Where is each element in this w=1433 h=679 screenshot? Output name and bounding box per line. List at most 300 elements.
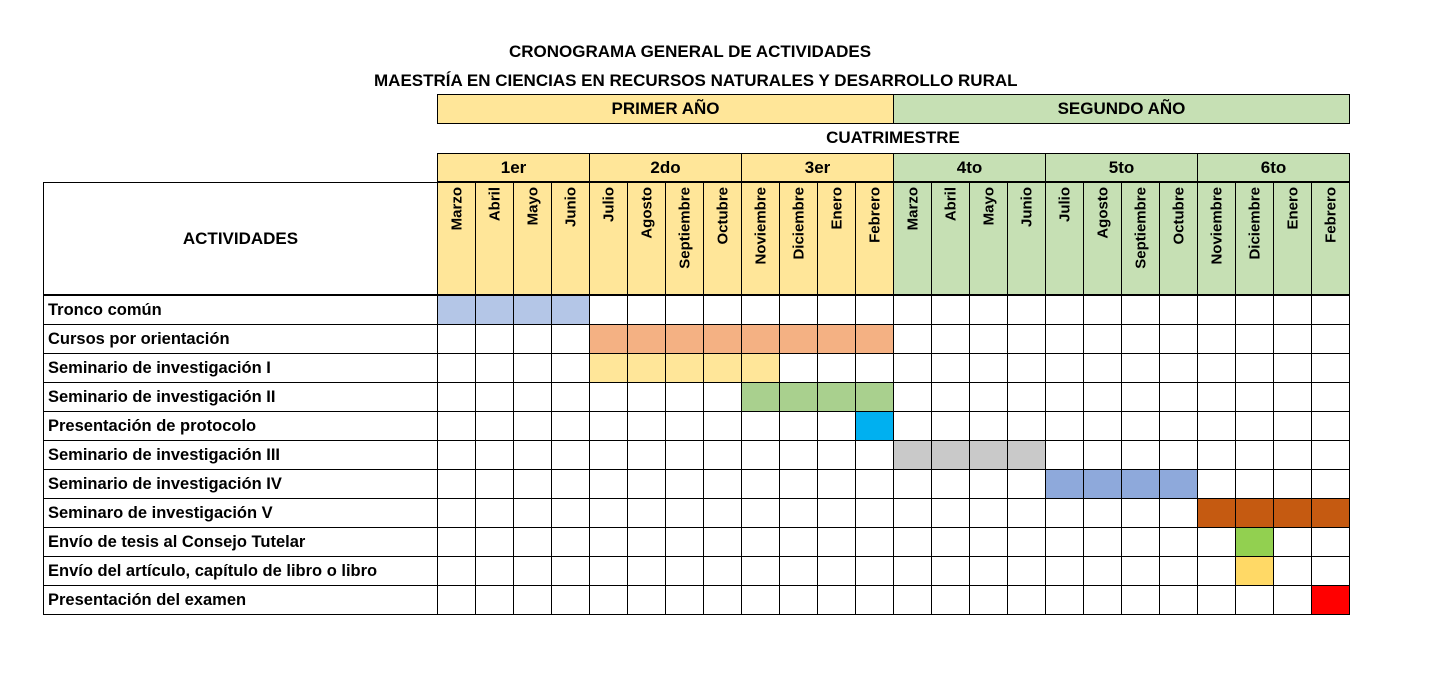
activity-label: Presentación de protocolo [43,411,438,441]
schedule-cell [513,382,552,412]
schedule-cell [1159,353,1198,383]
schedule-cell [551,324,590,354]
month-header [703,182,742,295]
activity-label: Presentación del examen [43,585,438,615]
schedule-cell [475,585,514,615]
schedule-cell [1311,440,1350,470]
schedule-cell [437,556,476,586]
schedule-bar-cell [855,411,894,441]
schedule-cell [1045,527,1084,557]
schedule-cell [931,295,970,325]
schedule-cell [1235,585,1274,615]
term-header: 4to [893,153,1046,182]
month-header [1273,182,1312,295]
month-label: Agosto [1094,187,1111,239]
month-header [589,182,628,295]
year-header: PRIMER AÑO [437,94,894,124]
schedule-cell [665,469,704,499]
schedule-bar-cell [665,353,704,383]
schedule-cell [437,469,476,499]
month-label: Noviembre [1208,187,1225,265]
schedule-cell [817,498,856,528]
month-header [475,182,514,295]
schedule-cell [1121,411,1160,441]
schedule-cell [551,585,590,615]
schedule-cell [969,556,1008,586]
schedule-cell [931,498,970,528]
month-label: Septiembre [676,187,693,269]
schedule-bar-cell [779,324,818,354]
schedule-cell [1273,556,1312,586]
activity-label: Envío del artículo, capítulo de libro o libro [43,556,438,586]
month-header [437,182,476,295]
schedule-cell [513,498,552,528]
schedule-bar-cell [1083,469,1122,499]
schedule-bar-cell [475,295,514,325]
schedule-cell [1007,411,1046,441]
month-label: Agosto [638,187,655,239]
month-label: Mayo [524,187,541,226]
schedule-bar-cell [855,324,894,354]
schedule-cell [817,469,856,499]
schedule-cell [1311,527,1350,557]
schedule-cell [1235,411,1274,441]
schedule-cell [437,527,476,557]
schedule-cell [589,585,628,615]
schedule-cell [1007,295,1046,325]
schedule-cell [551,382,590,412]
schedule-cell [893,353,932,383]
schedule-cell [1197,556,1236,586]
schedule-cell [551,498,590,528]
schedule-cell [703,527,742,557]
schedule-cell [817,411,856,441]
schedule-cell [1197,382,1236,412]
schedule-bar-cell [1197,498,1236,528]
activity-label: Tronco común [43,295,438,325]
schedule-cell [1121,498,1160,528]
month-header [969,182,1008,295]
month-label: Noviembre [752,187,769,265]
month-label: Mayo [980,187,997,226]
schedule-cell [855,585,894,615]
term-header: 5to [1045,153,1198,182]
schedule-cell [1197,527,1236,557]
schedule-cell [551,440,590,470]
schedule-cell [665,556,704,586]
schedule-bar-cell [1045,469,1084,499]
schedule-cell [1159,440,1198,470]
month-header [1311,182,1350,295]
schedule-cell [475,324,514,354]
schedule-cell [437,324,476,354]
schedule-cell [1083,382,1122,412]
month-label: Marzo [904,187,921,231]
schedule-cell [1083,556,1122,586]
schedule-cell [779,469,818,499]
schedule-cell [1235,353,1274,383]
schedule-cell [665,527,704,557]
schedule-cell [1083,527,1122,557]
schedule-cell [931,556,970,586]
schedule-cell [1159,295,1198,325]
schedule-cell [475,556,514,586]
schedule-cell [1083,324,1122,354]
month-header [779,182,818,295]
schedule-cell [627,411,666,441]
schedule-cell [551,527,590,557]
schedule-cell [475,382,514,412]
schedule-cell [1045,324,1084,354]
month-label: Julio [1056,187,1073,223]
schedule-cell [741,440,780,470]
schedule-cell [627,440,666,470]
schedule-cell [893,556,932,586]
month-label: Junio [562,187,579,227]
schedule-cell [1311,382,1350,412]
schedule-cell [627,585,666,615]
month-label: Julio [600,187,617,223]
schedule-cell [475,353,514,383]
schedule-cell [627,295,666,325]
month-label: Enero [1284,187,1301,230]
schedule-cell [437,353,476,383]
schedule-cell [893,324,932,354]
schedule-cell [817,295,856,325]
month-header [1197,182,1236,295]
activity-label: Seminaro de investigación V [43,498,438,528]
schedule-bar-cell [1273,498,1312,528]
schedule-cell [1083,411,1122,441]
month-header [931,182,970,295]
schedule-cell [1197,411,1236,441]
schedule-cell [741,556,780,586]
schedule-cell [1121,324,1160,354]
schedule-cell [1197,440,1236,470]
schedule-cell [1273,469,1312,499]
month-header [1007,182,1046,295]
schedule-cell [1007,585,1046,615]
month-header [893,182,932,295]
schedule-cell [969,382,1008,412]
schedule-cell [1045,382,1084,412]
schedule-cell [741,585,780,615]
program-title: MAESTRÍA EN CIENCIAS EN RECURSOS NATURALES Y DESARROLLO RURAL [374,71,1018,90]
schedule-cell [1121,527,1160,557]
schedule-cell [589,411,628,441]
schedule-cell [969,353,1008,383]
schedule-cell [1273,411,1312,441]
schedule-cell [475,440,514,470]
schedule-bar-cell [855,382,894,412]
schedule-bar-cell [741,324,780,354]
schedule-cell [665,498,704,528]
schedule-cell [1197,585,1236,615]
schedule-cell [627,527,666,557]
month-label: Octubre [1170,187,1187,245]
schedule-cell [779,353,818,383]
schedule-bar-cell [589,353,628,383]
schedule-cell [1197,353,1236,383]
schedule-cell [1045,353,1084,383]
schedule-cell [1007,556,1046,586]
schedule-cell [1311,411,1350,441]
schedule-cell [969,498,1008,528]
schedule-bar-cell [665,324,704,354]
term-header: 2do [589,153,742,182]
schedule-cell [1197,324,1236,354]
schedule-bar-cell [703,353,742,383]
schedule-cell [741,295,780,325]
schedule-cell [437,585,476,615]
month-header [627,182,666,295]
schedule-cell [703,382,742,412]
month-header [513,182,552,295]
schedule-cell [1121,295,1160,325]
schedule-cell [627,382,666,412]
schedule-cell [437,411,476,441]
month-label: Abril [942,187,959,222]
month-label: Octubre [714,187,731,245]
schedule-cell [703,556,742,586]
schedule-cell [1045,411,1084,441]
schedule-cell [1273,353,1312,383]
activity-label: Seminario de investigación II [43,382,438,412]
schedule-bar-cell [741,353,780,383]
schedule-cell [665,295,704,325]
schedule-bar-cell [627,353,666,383]
schedule-cell [475,411,514,441]
schedule-cell [741,527,780,557]
schedule-cell [703,498,742,528]
schedule-cell [741,469,780,499]
schedule-cell [1273,527,1312,557]
schedule-cell [589,469,628,499]
schedule-cell [1273,295,1312,325]
schedule-cell [1083,295,1122,325]
schedule-bar-cell [1235,556,1274,586]
schedule-cell [893,585,932,615]
schedule-cell [513,585,552,615]
schedule-cell [589,527,628,557]
schedule-cell [1121,440,1160,470]
schedule-cell [1121,353,1160,383]
schedule-cell [1235,382,1274,412]
schedule-cell [779,411,818,441]
schedule-bar-cell [969,440,1008,470]
activity-label: Seminario de investigación III [43,440,438,470]
month-label: Abril [486,187,503,222]
cuatrimestre-label: CUATRIMESTRE [826,128,960,147]
schedule-bar-cell [627,324,666,354]
schedule-cell [1197,295,1236,325]
schedule-bar-cell [1311,498,1350,528]
schedule-cell [1311,295,1350,325]
activity-label: Seminario de investigación IV [43,469,438,499]
schedule-cell [1007,382,1046,412]
activity-label: Seminario de investigación I [43,353,438,383]
schedule-cell [475,527,514,557]
schedule-cell [1311,469,1350,499]
schedule-cell [1007,498,1046,528]
schedule-cell [893,469,932,499]
schedule-cell [513,324,552,354]
schedule-cell [1007,324,1046,354]
term-header: 3er [741,153,894,182]
schedule-cell [1007,527,1046,557]
schedule-bar-cell [703,324,742,354]
schedule-cell [1045,295,1084,325]
month-header [1121,182,1160,295]
schedule-cell [855,556,894,586]
schedule-cell [741,411,780,441]
schedule-bar-cell [741,382,780,412]
schedule-cell [589,498,628,528]
schedule-cell [855,440,894,470]
schedule-cell [627,498,666,528]
month-header [1045,182,1084,295]
schedule-cell [665,382,704,412]
schedule-cell [551,353,590,383]
schedule-cell [1197,469,1236,499]
schedule-cell [513,527,552,557]
month-label: Diciembre [1246,187,1263,260]
schedule-cell [1045,440,1084,470]
schedule-bar-cell [817,324,856,354]
schedule-cell [513,440,552,470]
schedule-cell [589,295,628,325]
schedule-bar-cell [1235,527,1274,557]
schedule-cell [969,469,1008,499]
schedule-cell [1273,440,1312,470]
month-label: Junio [1018,187,1035,227]
schedule-cell [1121,382,1160,412]
schedule-cell [969,585,1008,615]
month-label: Febrero [1322,187,1339,243]
schedule-cell [437,498,476,528]
schedule-cell [1083,353,1122,383]
schedule-cell [855,353,894,383]
month-header [1083,182,1122,295]
month-label: Febrero [866,187,883,243]
schedule-cell [855,469,894,499]
schedule-cell [817,440,856,470]
schedule-cell [513,556,552,586]
year-header: SEGUNDO AÑO [893,94,1350,124]
month-label: Diciembre [790,187,807,260]
month-header [665,182,704,295]
schedule-cell [513,411,552,441]
schedule-title: CRONOGRAMA GENERAL DE ACTIVIDADES [509,42,872,61]
schedule-cell [1159,324,1198,354]
schedule-cell [1311,324,1350,354]
schedule-bar-cell [1121,469,1160,499]
schedule-cell [703,295,742,325]
month-header [817,182,856,295]
schedule-cell [589,556,628,586]
schedule-cell [931,411,970,441]
schedule-cell [1007,353,1046,383]
schedule-cell [551,469,590,499]
schedule-cell [1273,382,1312,412]
schedule-bar-cell [1159,469,1198,499]
schedule-cell [1121,585,1160,615]
term-header: 6to [1197,153,1350,182]
schedule-cell [969,295,1008,325]
month-header [1159,182,1198,295]
schedule-cell [589,440,628,470]
schedule-cell [817,353,856,383]
schedule-cell [703,440,742,470]
schedule-bar-cell [513,295,552,325]
schedule-cell [1159,498,1198,528]
schedule-cell [513,353,552,383]
schedule-cell [665,585,704,615]
schedule-cell [475,498,514,528]
schedule-cell [893,527,932,557]
schedule-bar-cell [1311,585,1350,615]
schedule-cell [931,527,970,557]
schedule-cell [893,295,932,325]
schedule-bar-cell [589,324,628,354]
schedule-cell [893,382,932,412]
month-label: Enero [828,187,845,230]
schedule-cell [969,527,1008,557]
month-header [855,182,894,295]
schedule-cell [513,469,552,499]
term-header: 1er [437,153,590,182]
schedule-bar-cell [817,382,856,412]
schedule-cell [1045,498,1084,528]
schedule-cell [1311,556,1350,586]
schedule-cell [1235,469,1274,499]
schedule-cell [551,556,590,586]
schedule-bar-cell [931,440,970,470]
schedule-cell [779,440,818,470]
schedule-cell [1159,585,1198,615]
schedule-bar-cell [779,382,818,412]
schedule-cell [817,585,856,615]
schedule-cell [855,295,894,325]
activity-label: Cursos por orientación [43,324,438,354]
schedule-cell [1159,527,1198,557]
schedule-cell [1159,556,1198,586]
schedule-cell [1045,556,1084,586]
schedule-cell [665,440,704,470]
schedule-cell [703,585,742,615]
schedule-cell [1273,585,1312,615]
schedule-cell [1159,382,1198,412]
schedule-cell [627,469,666,499]
schedule-cell [1083,498,1122,528]
schedule-cell [931,469,970,499]
schedule-cell [1311,353,1350,383]
activities-header: ACTIVIDADES [43,182,438,295]
month-header [1235,182,1274,295]
schedule-cell [855,527,894,557]
month-header [741,182,780,295]
schedule-cell [437,382,476,412]
schedule-bar-cell [1235,498,1274,528]
schedule-cell [1235,295,1274,325]
schedule-cell [817,556,856,586]
schedule-cell [475,469,514,499]
schedule-cell [1045,585,1084,615]
month-label: Septiembre [1132,187,1149,269]
activity-label: Envío de tesis al Consejo Tutelar [43,527,438,557]
schedule-cell [893,411,932,441]
schedule-cell [1121,556,1160,586]
